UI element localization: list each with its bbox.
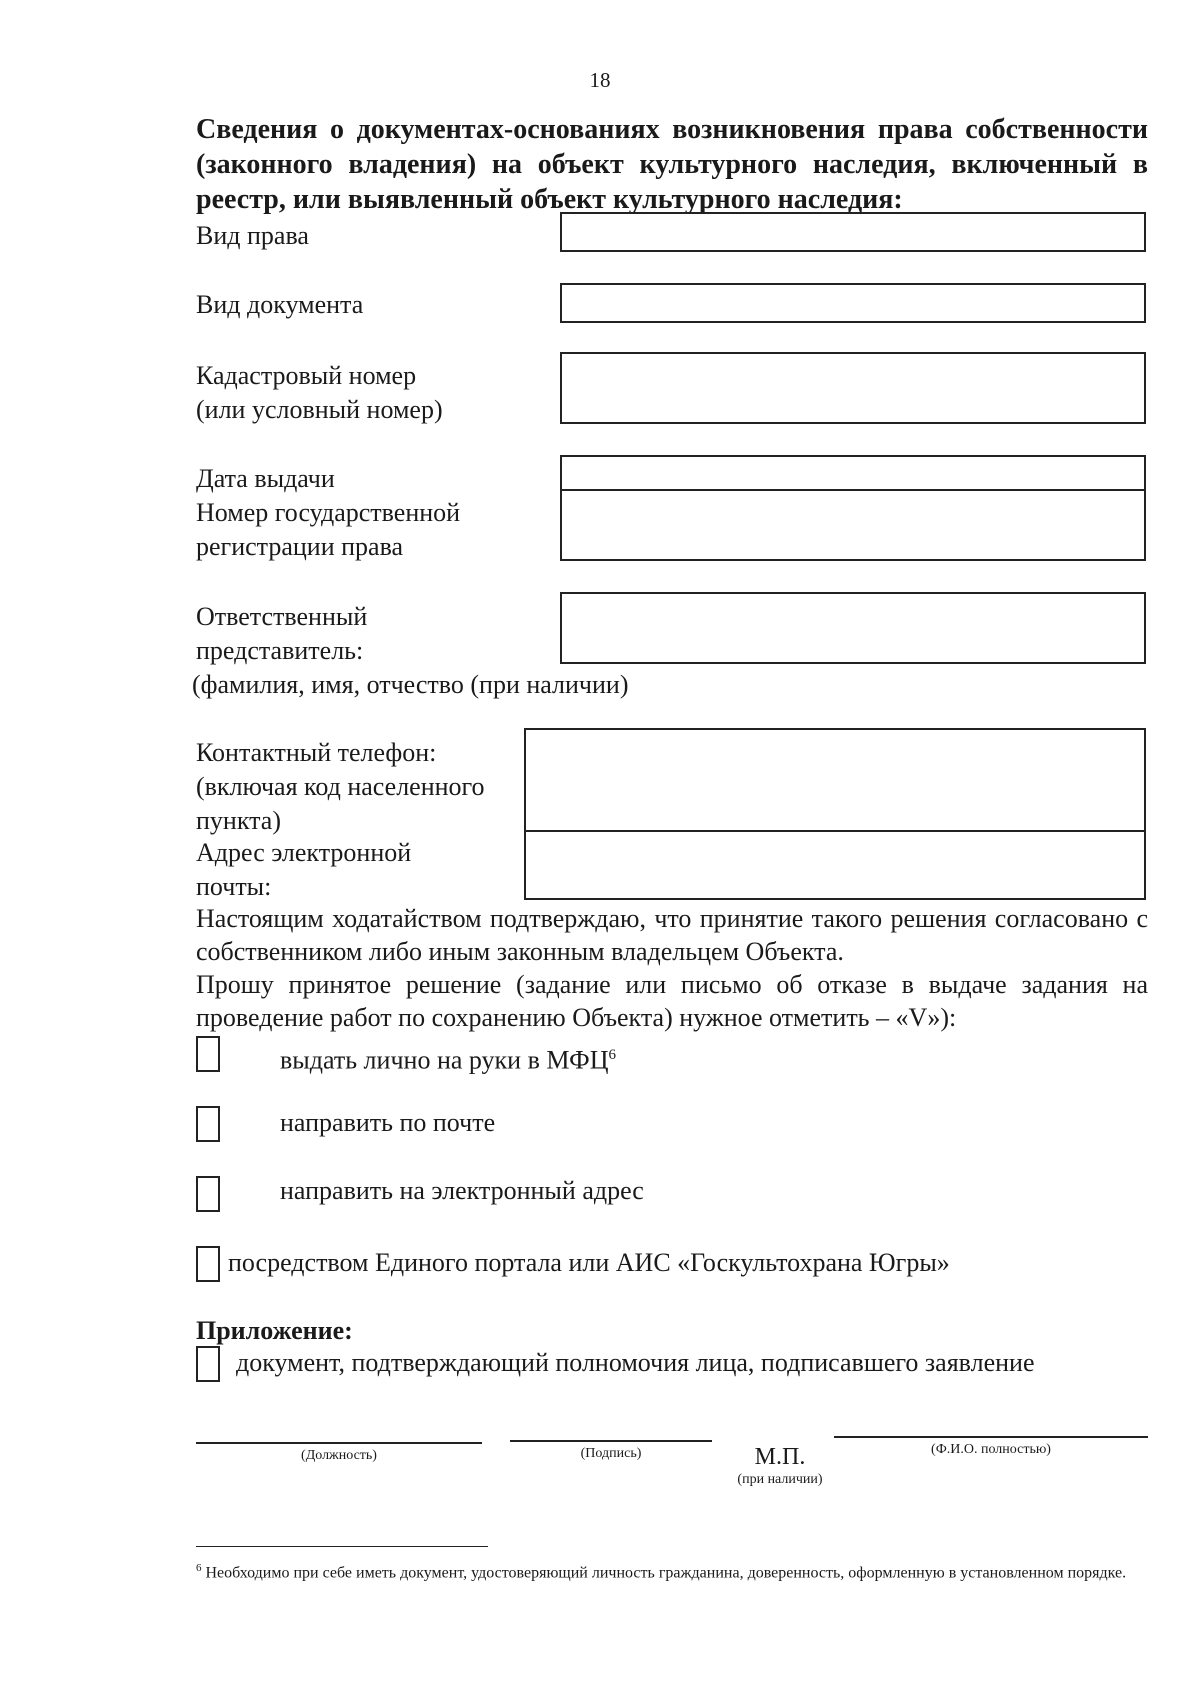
email-label	[196, 836, 411, 904]
representative-label-line1: Ответственный	[196, 602, 368, 631]
page-number: 18	[589, 68, 611, 92]
option-mail: направить по почте	[280, 1108, 496, 1137]
phone-label-line2: (включая код населенного	[196, 772, 485, 801]
stamp-mark: М.П.	[754, 1444, 806, 1470]
portal-checkbox[interactable]	[196, 1246, 220, 1282]
cadastral-field[interactable]	[560, 352, 1146, 424]
section-heading: Сведения о документах-основаниях возникновения права собственности (законного владения) на объект культурного наследия, включенный в реестр, или выявленный объект культурного наследия:	[196, 114, 1148, 215]
mail-checkbox[interactable]	[196, 1106, 220, 1142]
reg-number-label-line1: Номер государственной	[196, 498, 461, 527]
position-caption: (Должность)	[301, 1448, 377, 1463]
phone-field[interactable]	[524, 728, 1146, 832]
phone-label-line1: Контактный телефон:	[196, 738, 437, 767]
phone-label	[196, 736, 485, 838]
email-field[interactable]	[524, 830, 1146, 900]
footnote-separator	[196, 1546, 488, 1547]
email-label-line1: Адрес электронной	[196, 838, 412, 867]
reg-number-label	[196, 496, 460, 564]
option-mfc-footnote-ref: 6	[608, 1047, 616, 1063]
representative-field[interactable]	[560, 592, 1146, 664]
mfc-checkbox[interactable]	[196, 1036, 220, 1072]
full-name-caption: (Ф.И.О. полностью)	[931, 1442, 1051, 1457]
signature-caption: (Подпись)	[580, 1446, 642, 1461]
signature-line	[510, 1440, 712, 1442]
reg-number-field[interactable]	[560, 489, 1146, 561]
doc-type-field[interactable]	[560, 283, 1146, 323]
representative-label	[196, 600, 367, 668]
option-mfc	[280, 1038, 616, 1078]
footnote	[196, 1556, 1148, 1585]
confirmation-text: Настоящим ходатайством подтверждаю, что принятие такого решения согласовано с собственником либо иным законным владельцем Объекта.	[196, 904, 1148, 966]
attachment-title: Приложение:	[196, 1316, 353, 1345]
attachment-checkbox[interactable]	[196, 1346, 220, 1382]
footnote-text: Необходимо при себе иметь документ, удостоверяющий личность гражданина, доверенность, оформленную в установленном порядке.	[205, 1564, 1127, 1582]
cadastral-label-line1: Кадастровый номер	[196, 361, 417, 390]
phone-label-line3: пункта)	[196, 806, 281, 835]
option-mfc-label: выдать лично на руки в МФЦ	[280, 1045, 609, 1075]
option-portal: посредством Единого портала или АИС «Госкультохрана Югры»	[228, 1248, 950, 1277]
representative-label-line2: представитель:	[196, 636, 364, 665]
option-email: направить на электронный адрес	[280, 1176, 644, 1205]
full-name-line	[834, 1436, 1148, 1438]
stamp-note: (при наличии)	[737, 1472, 823, 1487]
doc-type-label: Вид документа	[196, 290, 364, 319]
request-text: Прошу принятое решение (задание или письмо об отказе в выдаче задания на проведение работ по сохранению Объекта) нужное отметить – «V»):	[196, 970, 1148, 1032]
footnote-marker: 6	[196, 1562, 202, 1574]
representative-note: (фамилия, имя, отчество (при наличии)	[192, 670, 629, 699]
cadastral-label	[196, 359, 443, 427]
cadastral-label-line2: (или условный номер)	[196, 395, 443, 424]
email-checkbox[interactable]	[196, 1176, 220, 1212]
issue-date-label: Дата выдачи	[196, 464, 335, 493]
email-label-line2: почты:	[196, 872, 272, 901]
issue-date-field[interactable]	[560, 455, 1146, 491]
attachment-item: документ, подтверждающий полномочия лица, подписавшего заявление	[236, 1348, 1035, 1377]
position-line	[196, 1442, 482, 1444]
reg-number-label-line2: регистрации права	[196, 532, 404, 561]
right-type-label: Вид права	[196, 221, 309, 250]
right-type-field[interactable]	[560, 212, 1146, 252]
